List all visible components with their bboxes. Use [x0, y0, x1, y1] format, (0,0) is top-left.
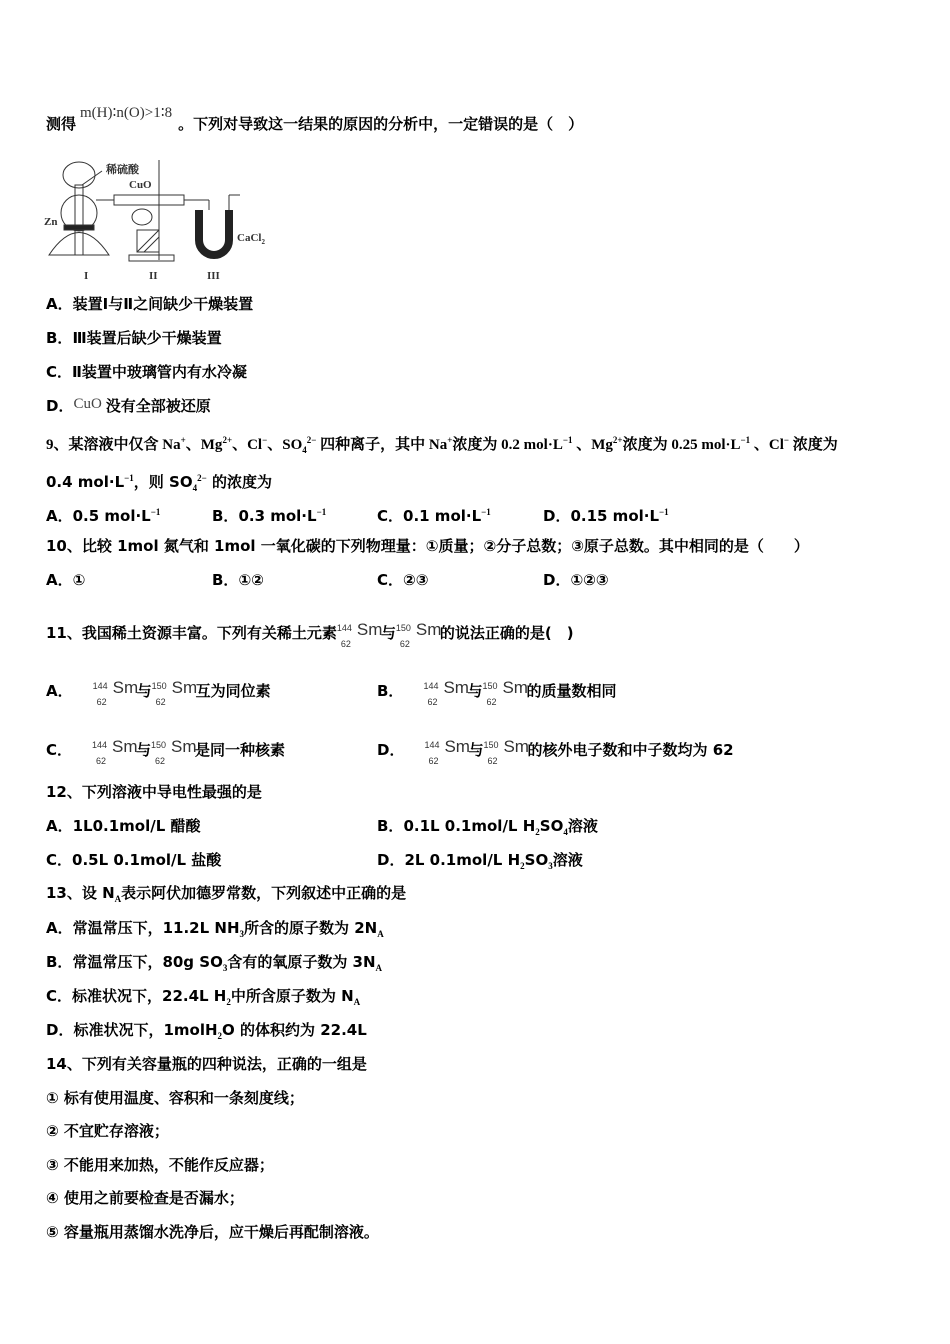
- text-fragment: SO: [282, 437, 303, 453]
- text-fragment: 11、我国稀土资源丰富。下列有关稀土元素: [46, 624, 337, 642]
- q11-option-a[interactable]: [46, 672, 271, 705]
- text-fragment: 144: [336, 623, 352, 633]
- text-fragment: A．: [46, 295, 73, 313]
- text-fragment: 9、某溶液中仅含: [46, 437, 163, 453]
- q8-option-d[interactable]: [46, 396, 211, 417]
- text-fragment: 标准状况下，22.4L H: [72, 987, 227, 1005]
- text-fragment: CaCl: [237, 232, 262, 244]
- text-fragment: [49, 233, 109, 256]
- text-fragment: [92, 672, 139, 707]
- text-fragment: [424, 731, 470, 766]
- text-fragment: Sm: [171, 678, 198, 697]
- text-fragment: [64, 225, 94, 230]
- text-fragment: 150: [151, 681, 167, 691]
- text-fragment: 150: [482, 681, 498, 691]
- text-fragment: 62: [486, 697, 497, 707]
- superscript: −1: [481, 507, 491, 517]
- text-fragment: [483, 731, 529, 766]
- text-fragment: 、: [185, 437, 201, 453]
- text-fragment: Sm: [503, 737, 529, 756]
- text-fragment: 中所含原子数为 N: [230, 987, 354, 1005]
- text-fragment: 的核外电子数和中子数均为 62: [527, 741, 734, 759]
- nuclide-sm144: [336, 614, 383, 649]
- superscript: −1: [124, 473, 134, 483]
- q13-stem: [46, 883, 406, 909]
- text-fragment: SO: [524, 851, 549, 869]
- label-apparatus-2: II: [149, 270, 158, 282]
- subscript: A: [353, 997, 361, 1007]
- text-fragment: A．: [46, 919, 73, 937]
- q8-pre: 测得: [46, 115, 77, 133]
- text-fragment: Na: [428, 437, 448, 453]
- text-fragment: D．: [46, 1021, 74, 1039]
- text-fragment: 62: [155, 756, 166, 766]
- text-fragment: 四种离子，其中: [316, 437, 429, 453]
- text-fragment: Ⅲ装置后缺少干燥装置: [72, 329, 222, 347]
- label-zn: Zn: [44, 216, 58, 228]
- text-fragment: ①②③: [570, 571, 609, 589]
- q8-option-b[interactable]: [46, 328, 222, 348]
- text-fragment: D．: [377, 741, 405, 759]
- text-fragment: A．: [46, 817, 73, 835]
- q13-option-a[interactable]: [46, 918, 384, 944]
- q10-stem: 10、比较 1mol 氮气和 1mol 一氧化碳的下列物理量：①质量；②分子总数；③原子总数。其中相同的是（ ）: [46, 537, 809, 555]
- text-fragment: C．: [46, 987, 73, 1005]
- q10-option-d[interactable]: [543, 570, 609, 590]
- text-fragment: 互为同位素: [195, 682, 271, 700]
- text-fragment: 与: [136, 682, 152, 700]
- superscript: −1: [740, 435, 751, 445]
- text-fragment: Sm: [356, 620, 383, 639]
- text-fragment: D．: [46, 397, 74, 415]
- text-fragment: A．: [46, 682, 73, 700]
- text-fragment: 浓度为: [789, 437, 838, 453]
- text-fragment: 62: [340, 639, 351, 649]
- q11-option-d[interactable]: [377, 731, 734, 764]
- text-fragment: 0.4 mol·L: [46, 473, 125, 491]
- superscript: +: [447, 435, 453, 445]
- text-fragment: 含有的氧原子数为 3N: [227, 953, 376, 971]
- text-fragment: 0.15 mol·L: [570, 507, 660, 525]
- q13-option-d[interactable]: [46, 1020, 367, 1046]
- label-apparatus-1: I: [84, 270, 89, 282]
- text-fragment: 13、设 N: [46, 884, 115, 902]
- text-fragment: 的浓度为: [206, 473, 272, 491]
- q8-option-c[interactable]: [46, 362, 247, 382]
- text-fragment: 1L0.1mol/L 醋酸: [72, 817, 201, 835]
- text-fragment: CuO: [73, 396, 102, 412]
- text-fragment: C．: [377, 571, 404, 589]
- text-fragment: 2: [261, 238, 265, 246]
- subscript: 2: [226, 997, 231, 1007]
- text-fragment: 浓度为: [452, 437, 502, 453]
- text-fragment: B．: [212, 507, 239, 525]
- text-fragment: SO: [539, 817, 564, 835]
- text-fragment: 0.1 mol·L: [403, 507, 482, 525]
- text-fragment: [92, 731, 138, 766]
- apparatus-diagram: [44, 155, 284, 285]
- subscript: A: [375, 963, 383, 973]
- text-fragment: C．: [46, 363, 73, 381]
- subscript: 3: [239, 929, 245, 939]
- text-fragment: Sm: [171, 737, 197, 756]
- text-fragment: 与: [467, 682, 483, 700]
- superscript: 2−: [197, 473, 207, 483]
- q14-item-3: ③ 不能用来加热，不能作反应器；: [46, 1156, 274, 1174]
- text-fragment: B．: [46, 953, 73, 971]
- nuclide-sm150: [395, 614, 442, 649]
- text-fragment: ②③: [403, 571, 429, 589]
- text-fragment: ①②: [238, 571, 264, 589]
- q12-option-c[interactable]: [46, 850, 221, 870]
- q12-option-a[interactable]: [46, 816, 201, 836]
- text-fragment: 150: [395, 623, 411, 633]
- superscript: −1: [562, 435, 573, 445]
- q9-option-a[interactable]: [46, 502, 160, 526]
- text-fragment: 62: [487, 756, 498, 766]
- q9-option-c[interactable]: [377, 502, 491, 526]
- subscript: 2: [520, 861, 525, 871]
- text-fragment: 144: [424, 740, 440, 750]
- label-cacl2: [237, 232, 265, 246]
- text-fragment: ①: [72, 571, 86, 589]
- text-fragment: 0.1L 0.1mol/L H: [403, 817, 536, 835]
- text-fragment: 62: [427, 697, 438, 707]
- subscript: 4: [302, 445, 307, 455]
- text-fragment: Sm: [112, 737, 138, 756]
- text-fragment: 、: [267, 437, 283, 453]
- text-fragment: Sm: [112, 678, 139, 697]
- q10-option-c[interactable]: [377, 570, 428, 590]
- q10-option-b[interactable]: [212, 570, 264, 590]
- text-fragment: 62: [399, 639, 410, 649]
- label-cuo: CuO: [129, 179, 152, 191]
- q14-stem: 14、下列有关容量瓶的四种说法，正确的一组是: [46, 1055, 367, 1073]
- superscript: −: [262, 435, 268, 445]
- text-fragment: B．: [377, 682, 404, 700]
- text-fragment: 常温常压下，80g SO: [72, 953, 223, 971]
- text-fragment: 溶液: [552, 851, 583, 869]
- text-fragment: Na: [162, 437, 181, 453]
- text-fragment: 的质量数相同: [526, 682, 617, 700]
- text-fragment: [137, 230, 159, 252]
- text-fragment: 0.25 mol·L: [671, 437, 741, 453]
- text-fragment: D．: [543, 571, 571, 589]
- text-fragment: Mg: [591, 437, 613, 453]
- text-fragment: D．: [543, 507, 571, 525]
- text-fragment: A．: [46, 507, 73, 525]
- q14-item-1: ① 标有使用温度、容积和一条刻度线；: [46, 1089, 304, 1107]
- q8-formula: m(H)∶n(O)>1∶8: [80, 105, 173, 121]
- subscript: 3: [548, 861, 553, 871]
- text-fragment: B．: [377, 817, 404, 835]
- text-fragment: A．: [46, 571, 73, 589]
- q12-option-d[interactable]: [377, 850, 583, 876]
- superscript: −: [783, 435, 790, 445]
- text-fragment: 62: [155, 697, 166, 707]
- text-fragment: [482, 672, 528, 707]
- text-fragment: O 的体积约为 22.4L: [222, 1021, 367, 1039]
- text-fragment: D．: [377, 851, 405, 869]
- subscript: A: [377, 929, 384, 939]
- subscript: A: [114, 894, 122, 904]
- text-fragment: 0.5 mol·L: [72, 507, 151, 525]
- text-fragment: 、: [232, 437, 248, 453]
- text-fragment: B．: [212, 571, 239, 589]
- text-fragment: [114, 195, 184, 205]
- text-fragment: 的说法正确的是( ): [439, 624, 574, 642]
- subscript: 4: [563, 827, 568, 837]
- q9-stem-line1: [46, 430, 838, 460]
- text-fragment: C．: [377, 507, 404, 525]
- subscript: 3: [222, 963, 228, 973]
- text-fragment: 0.3 mol·L: [238, 507, 317, 525]
- text-fragment: 表示阿伏加德罗常数，下列叙述中正确的是: [121, 884, 407, 902]
- text-fragment: [132, 209, 152, 225]
- text-fragment: 0.2 mol·L: [501, 437, 563, 453]
- text-fragment: 0.5L 0.1mol/L 盐酸: [72, 851, 222, 869]
- q14-item-2: ② 不宜贮存溶液；: [46, 1122, 169, 1140]
- text-fragment: [129, 255, 174, 261]
- text-fragment: C．: [46, 851, 73, 869]
- subscript: 2: [535, 827, 540, 837]
- q11-stem: [46, 614, 574, 647]
- label-apparatus-3: III: [207, 270, 220, 282]
- text-fragment: [151, 672, 198, 707]
- text-fragment: 62: [96, 756, 107, 766]
- text-fragment: 装置Ⅰ与Ⅱ之间缺少干燥装置: [72, 295, 254, 313]
- text-fragment: C．: [46, 741, 73, 759]
- q9-stem-line2: [46, 468, 272, 498]
- text-fragment: 62: [96, 697, 107, 707]
- text-fragment: [423, 672, 469, 707]
- superscript: −1: [659, 507, 669, 517]
- text-fragment: Sm: [444, 737, 470, 756]
- text-fragment: SO: [169, 473, 193, 491]
- superscript: −1: [316, 507, 327, 517]
- text-fragment: Sm: [415, 620, 442, 639]
- q14-item-4: ④ 使用之前要检查是否漏水；: [46, 1189, 244, 1207]
- text-fragment: 144: [92, 740, 108, 750]
- q11-option-c[interactable]: [46, 731, 285, 764]
- text-fragment: 、: [750, 437, 769, 453]
- q9-option-b[interactable]: [212, 502, 326, 526]
- text-fragment: Cl: [247, 437, 263, 453]
- q8-option-a[interactable]: [46, 294, 253, 314]
- text-fragment: [151, 731, 197, 766]
- text-fragment: 与: [468, 741, 484, 759]
- q9-option-d[interactable]: [543, 502, 669, 526]
- text-fragment: 与: [136, 741, 152, 759]
- label-dilute-sulfuric-acid: 稀硫酸: [106, 164, 139, 176]
- superscript: 2−: [306, 435, 317, 445]
- text-fragment: 溶液: [567, 817, 598, 835]
- text-fragment: 浓度为: [622, 437, 672, 453]
- q11-option-b[interactable]: [377, 672, 616, 705]
- q14-item-5: ⑤ 容量瓶用蒸馏水洗净后，应干燥后再配制溶液。: [46, 1223, 379, 1241]
- text-fragment: 、: [572, 437, 592, 453]
- q12-stem: 12、下列溶液中导电性最强的是: [46, 783, 262, 801]
- text-fragment: B．: [46, 329, 73, 347]
- text-fragment: Sm: [502, 678, 528, 697]
- text-fragment: 144: [92, 681, 108, 691]
- subscript: 4: [192, 483, 198, 493]
- text-fragment: 150: [151, 740, 167, 750]
- q8-stem: [46, 105, 584, 135]
- q10-option-a[interactable]: [46, 570, 85, 590]
- text-fragment: Sm: [443, 678, 469, 697]
- text-fragment: 没有全部被还原: [105, 397, 211, 415]
- q13-option-b[interactable]: [46, 952, 382, 978]
- text-fragment: [63, 162, 95, 188]
- q13-option-c[interactable]: [46, 986, 360, 1012]
- q8-post: 。下列对导致这一结果的原因的分析中，一定错误的是（ ）: [178, 115, 584, 133]
- text-fragment: 144: [423, 681, 439, 691]
- text-fragment: 与: [380, 624, 396, 642]
- text-fragment: 是同一种核素: [195, 741, 286, 759]
- text-fragment: Ⅱ装置中玻璃管内有水冷凝: [72, 363, 247, 381]
- text-fragment: 所含的原子数为 2N: [244, 919, 378, 937]
- text-fragment: [199, 210, 229, 255]
- text-fragment: 62: [428, 756, 439, 766]
- text-fragment: ，则: [133, 473, 170, 491]
- superscript: −1: [150, 507, 161, 517]
- text-fragment: 标准状况下，1molH: [73, 1021, 218, 1039]
- subscript: 2: [217, 1031, 223, 1041]
- text-fragment: 150: [483, 740, 499, 750]
- superscript: 2+: [612, 435, 623, 445]
- superscript: 2+: [222, 435, 233, 445]
- superscript: +: [180, 435, 186, 445]
- text-fragment: 常温常压下，11.2L NH: [72, 919, 240, 937]
- q12-option-b[interactable]: [377, 816, 598, 842]
- text-fragment: Mg: [200, 437, 223, 453]
- text-fragment: Cl: [768, 437, 784, 453]
- text-fragment: 2L 0.1mol/L H: [404, 851, 521, 869]
